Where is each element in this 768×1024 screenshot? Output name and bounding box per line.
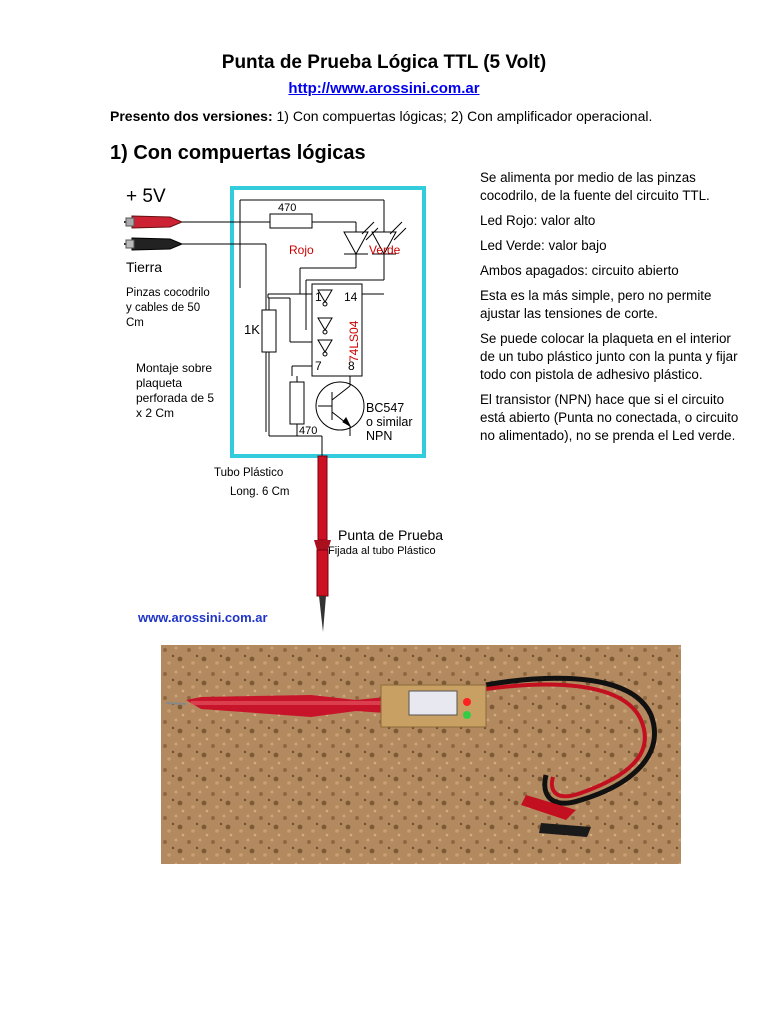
ic-pin14: 14 <box>344 290 358 304</box>
circuit-schematic <box>100 170 470 640</box>
supply-label: + 5V <box>126 186 166 207</box>
desc-paragraph: Se puede colocar la plaqueta en el interior de un tubo plástico junto con la punta y fijar todo con pistola de adhesivo plástico. <box>480 331 738 382</box>
desc-paragraph: Ambos apagados: circuito abierto <box>480 263 679 278</box>
ic-name: 74LS04 <box>347 320 361 362</box>
ic-pin7: 7 <box>315 359 322 373</box>
mount-label-line2: plaqueta <box>136 376 183 390</box>
desc-paragraph: Led Rojo: valor alto <box>480 213 596 228</box>
intro-bold: Presento dos versiones: <box>110 108 273 124</box>
desc-paragraph: Esta es la más simple, pero no permite ajustar las tensiones de corte. <box>480 288 712 321</box>
probe-icon <box>314 436 331 632</box>
resistor-1k-label: 1K <box>244 322 260 337</box>
red-clip-icon <box>124 216 182 228</box>
clips-label-line1: Pinzas cocodrilo <box>126 287 210 299</box>
probe-photo-image <box>161 645 681 864</box>
desc-paragraph: El transistor (NPN) hace que si el circuito está abierto (Punta no conectada, o circuito no alimentado), no se prenda el Led verde. <box>480 392 739 443</box>
website-link[interactable]: http://www.arossini.com.ar <box>288 80 480 97</box>
resistor-top-label: 470 <box>278 202 297 214</box>
tube-label-line1: Tubo Plástico <box>214 467 284 479</box>
probe-label-line1: Punta de Prueba <box>338 527 444 543</box>
resistor-470-bottom <box>290 382 304 424</box>
black-clip-icon <box>124 238 182 250</box>
ic-pin1: 1 <box>315 290 322 304</box>
led-green-label: Verde <box>369 243 401 257</box>
transistor-label-line1: BC547 <box>366 401 405 415</box>
site-label: www.arossini.com.ar <box>138 610 268 625</box>
intro-text: 1) Con compuertas lógicas; 2) Con amplificador operacional. <box>272 108 653 124</box>
transistor-label-line3: NPN <box>366 429 393 443</box>
intro-paragraph <box>110 108 652 124</box>
tube-label-line2: Long. 6 Cm <box>230 486 290 498</box>
resistor-bottom-label: 470 <box>299 425 318 437</box>
ground-label: Tierra <box>126 259 163 275</box>
probe-label-line2: Fijada al tubo Plástico <box>328 545 436 557</box>
probe-photo <box>161 645 681 864</box>
transistor-npn-icon <box>316 376 364 436</box>
page-title: Punta de Prueba Lógica TTL (5 Volt) <box>221 52 547 73</box>
led-red-label: Rojo <box>289 243 314 257</box>
ic-pin8: 8 <box>348 359 355 373</box>
resistor-1k <box>262 310 276 352</box>
mount-label-line1: Montaje sobre <box>136 361 213 375</box>
mount-label-line3: perforada de 5 <box>136 391 215 405</box>
mount-label-line4: x 2 Cm <box>136 406 175 420</box>
desc-paragraph: Se alimenta por medio de las pinzas cocodrilo, de la fuente del circuito TTL. <box>480 170 710 203</box>
section-heading: 1) Con compuertas lógicas <box>110 142 366 164</box>
clips-label-line3: Cm <box>126 317 144 329</box>
desc-paragraph: Led Verde: valor bajo <box>480 238 607 253</box>
transistor-label-line2: o similar <box>366 415 413 429</box>
clips-label-line2: y cables de 50 <box>126 302 201 314</box>
resistor-470-top <box>270 214 312 228</box>
description-column <box>480 169 742 452</box>
